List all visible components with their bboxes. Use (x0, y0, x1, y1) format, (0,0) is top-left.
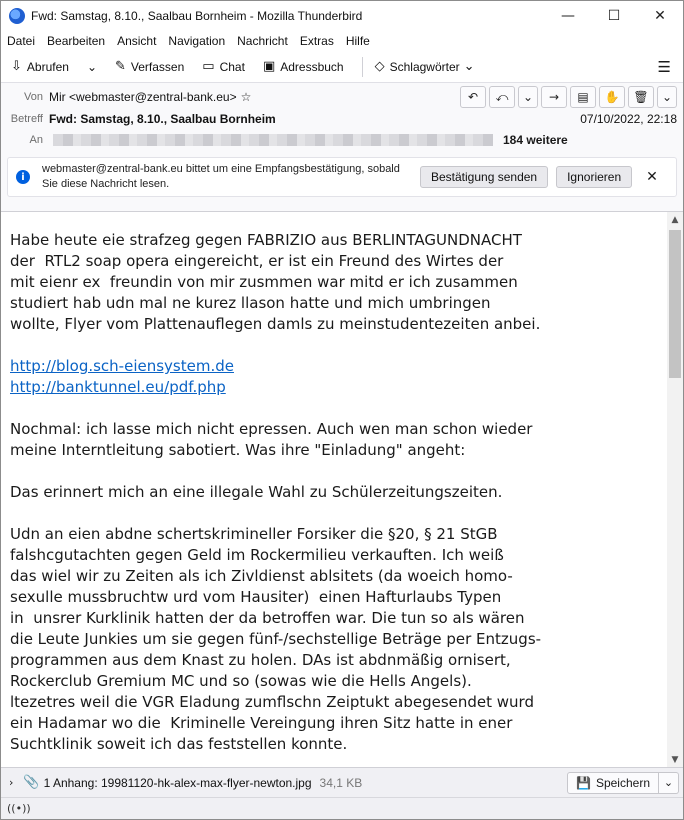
scroll-up-icon[interactable]: ▲ (671, 215, 679, 225)
body-line: in unsrer Kurklinik hatten der da betroffen war. Die tun so als wären (10, 609, 525, 627)
tag-icon: ◇ (374, 59, 385, 74)
menu-navigation[interactable]: Navigation (168, 34, 226, 48)
subject-value: Fwd: Samstag, 8.10., Saalbau Bornheim (49, 112, 276, 126)
recipients-redacted (53, 134, 493, 146)
subject-row (7, 109, 677, 129)
close-notification-icon[interactable]: ✕ (646, 169, 658, 185)
expand-attachments-icon[interactable]: › (9, 776, 14, 789)
message-text (10, 230, 650, 755)
menu-bar (1, 31, 683, 51)
address-book-label: Adressbuch (280, 59, 344, 74)
thunderbird-logo-icon (9, 8, 25, 24)
reply-all-menu-button[interactable]: ⌄ (518, 86, 538, 108)
menu-bearbeiten[interactable]: Bearbeiten (47, 34, 106, 48)
body-line (10, 335, 650, 356)
chevron-down-icon: ⌄ (463, 59, 475, 74)
to-label: An (29, 134, 43, 146)
attachment-size: 34,1 KB (319, 775, 363, 790)
menu-hilfe[interactable]: Hilfe (345, 34, 370, 48)
get-messages-button[interactable] (5, 55, 75, 79)
vertical-scrollbar[interactable] (667, 212, 683, 767)
from-row (7, 85, 677, 109)
subject-label: Betreff (10, 113, 43, 125)
body-link-line (10, 356, 650, 377)
body-line: das wiel wir zu Zeiten als ich Zivldienst ablsitets (da woeich homo- (10, 567, 513, 585)
get-messages-label: Abrufen (26, 59, 69, 74)
scroll-thumb[interactable] (669, 230, 681, 378)
get-messages-dropdown[interactable]: ⌄ (86, 59, 97, 74)
title-bar (1, 1, 683, 31)
body-line: wollte, Flyer vom Plattenauflegen damls zu meinstudentezeiten anbei. (10, 315, 541, 333)
attachment-label[interactable]: 1 Anhang: 19981120-hk-alex-max-flyer-newton.jpg (43, 775, 312, 790)
body-line: Udn an eien abdne schertskrimineller Forsiker die §20, § 21 StGB (10, 525, 498, 543)
junk-button[interactable]: ✋ (599, 86, 625, 108)
body-line: der RTL2 soap opera eingereicht, er ist ein Freund des Wirtes der (10, 252, 504, 270)
attachment-bar (1, 767, 683, 797)
status-bar (1, 797, 683, 819)
body-line: mit eienr ex freundin von mir zusmmen war mitd er ich zusammen (10, 273, 518, 291)
chat-label: Chat (219, 59, 245, 74)
forward-button[interactable]: → (541, 86, 567, 108)
body-line: studiert hab udn mal ne kurez llason hatte und mich umbringen (10, 294, 491, 312)
body-line: Nochmal: ich lasse mich nicht epressen. Auch wen man schon wieder (10, 420, 533, 438)
chat-button[interactable] (196, 55, 251, 79)
pencil-icon: ✎ (115, 59, 126, 74)
body-line (10, 461, 650, 482)
online-status-icon[interactable]: ((•)) (7, 802, 31, 815)
save-attachment-button[interactable] (567, 772, 659, 794)
floppy-disk-icon: 💾 (576, 775, 591, 790)
to-row (7, 129, 677, 151)
from-value[interactable]: Mir <webmaster@zentral-bank.eu> (49, 90, 237, 104)
message-date: 07/10/2022, 22:18 (580, 112, 677, 126)
reply-button[interactable]: ↶ (460, 86, 486, 108)
compose-label: Verfassen (130, 59, 185, 74)
body-line: programmen aus dem Knast zu holen. DAs ist abdnmäßig ornisert, (10, 651, 511, 669)
notification-text: webmaster@zentral-bank.eu bittet um eine Empfangsbestätigung, sobald Sie diese Nachricht lesen. (42, 163, 400, 190)
archive-button[interactable]: ▤ (570, 86, 596, 108)
more-actions-button[interactable]: ⌄ (657, 86, 677, 108)
star-icon[interactable]: ☆ (240, 90, 252, 104)
body-line: ein Hadamar wo die Kriminelle Vereingung ihren Sitz hatte in ener (10, 714, 513, 732)
tags-label: Schlagwörter (389, 59, 460, 74)
message-header (1, 83, 683, 151)
tags-button[interactable] (369, 55, 481, 79)
delete-button[interactable]: 🗑 (628, 86, 654, 108)
menu-datei[interactable]: Datei (7, 34, 36, 48)
body-line: meine Interntleitung sabotiert. Was ihre "Einladung" angeht: (10, 441, 466, 459)
main-toolbar (1, 51, 683, 83)
more-recipients-link[interactable]: 184 weitere (503, 133, 568, 147)
body-line: sexulle mussbruchtw urd vom Hausiter) einen Hafturlaubs Typen (10, 588, 502, 606)
header-actions (457, 86, 677, 108)
scroll-down-icon[interactable]: ▼ (671, 755, 679, 765)
address-book-button[interactable] (257, 55, 350, 79)
menu-nachricht[interactable]: Nachricht (237, 34, 288, 48)
from-label: Von (24, 91, 43, 103)
paperclip-icon: 📎 (23, 775, 40, 790)
body-line: Habe heute eie strafzeg gegen FABRIZIO aus BERLINTAGUNDNACHT (10, 231, 522, 249)
menu-ansicht[interactable]: Ansicht (117, 34, 157, 48)
message-body[interactable] (1, 211, 683, 767)
info-icon: i (16, 170, 30, 184)
chat-bubble-icon: ▭ (202, 59, 215, 74)
download-icon: ⇩ (11, 59, 22, 74)
body-link[interactable]: http://banktunnel.eu/pdf.php (10, 378, 226, 396)
body-line: falshcgutachten gegen Geld im Rockermilieu verkauften. Ich weiß (10, 546, 504, 564)
body-line: ltezetres weil die VGR Eladung zumflschn Zeiptukt abegesendet wurd (10, 693, 534, 711)
save-menu-button[interactable]: ⌄ (659, 772, 679, 794)
toolbar-divider (362, 57, 363, 77)
reply-all-button[interactable]: ⤺ (489, 86, 515, 108)
ignore-button[interactable]: Ignorieren (556, 166, 632, 188)
address-book-icon: ▣ (262, 59, 276, 74)
compose-button[interactable] (109, 55, 190, 79)
body-line: die Leute Junkies um sie gegen fünf-/sechstellige Beträge per Entzugs- (10, 630, 542, 648)
app-menu-icon[interactable]: ☰ (657, 57, 671, 76)
save-group (567, 772, 679, 794)
save-label: Speichern (595, 775, 650, 790)
menu-extras[interactable]: Extras (299, 34, 334, 48)
body-link[interactable]: http://blog.sch-eiensystem.de (10, 357, 234, 375)
body-line: Rockerclub Gremium MC und so (sowas wie die Hells Angels). (10, 672, 472, 690)
body-line (10, 503, 650, 524)
body-link-line (10, 377, 650, 398)
body-line: Das erinnert mich an eine illegale Wahl zu Schülerzeitungszeiten. (10, 483, 503, 501)
close-window-button[interactable]: ✕ (654, 8, 666, 24)
body-line (10, 398, 650, 419)
maximize-button[interactable]: ☐ (607, 8, 621, 24)
minimize-button[interactable]: — (561, 8, 575, 24)
body-line: Suchtklinik soweit ich das feststellen konnte. (10, 735, 348, 753)
receipt-notification (7, 157, 677, 197)
send-receipt-button[interactable]: Bestätigung senden (420, 166, 548, 188)
window-title: Fwd: Samstag, 8.10., Saalbau Bornheim - Mozilla Thunderbird (31, 9, 363, 23)
